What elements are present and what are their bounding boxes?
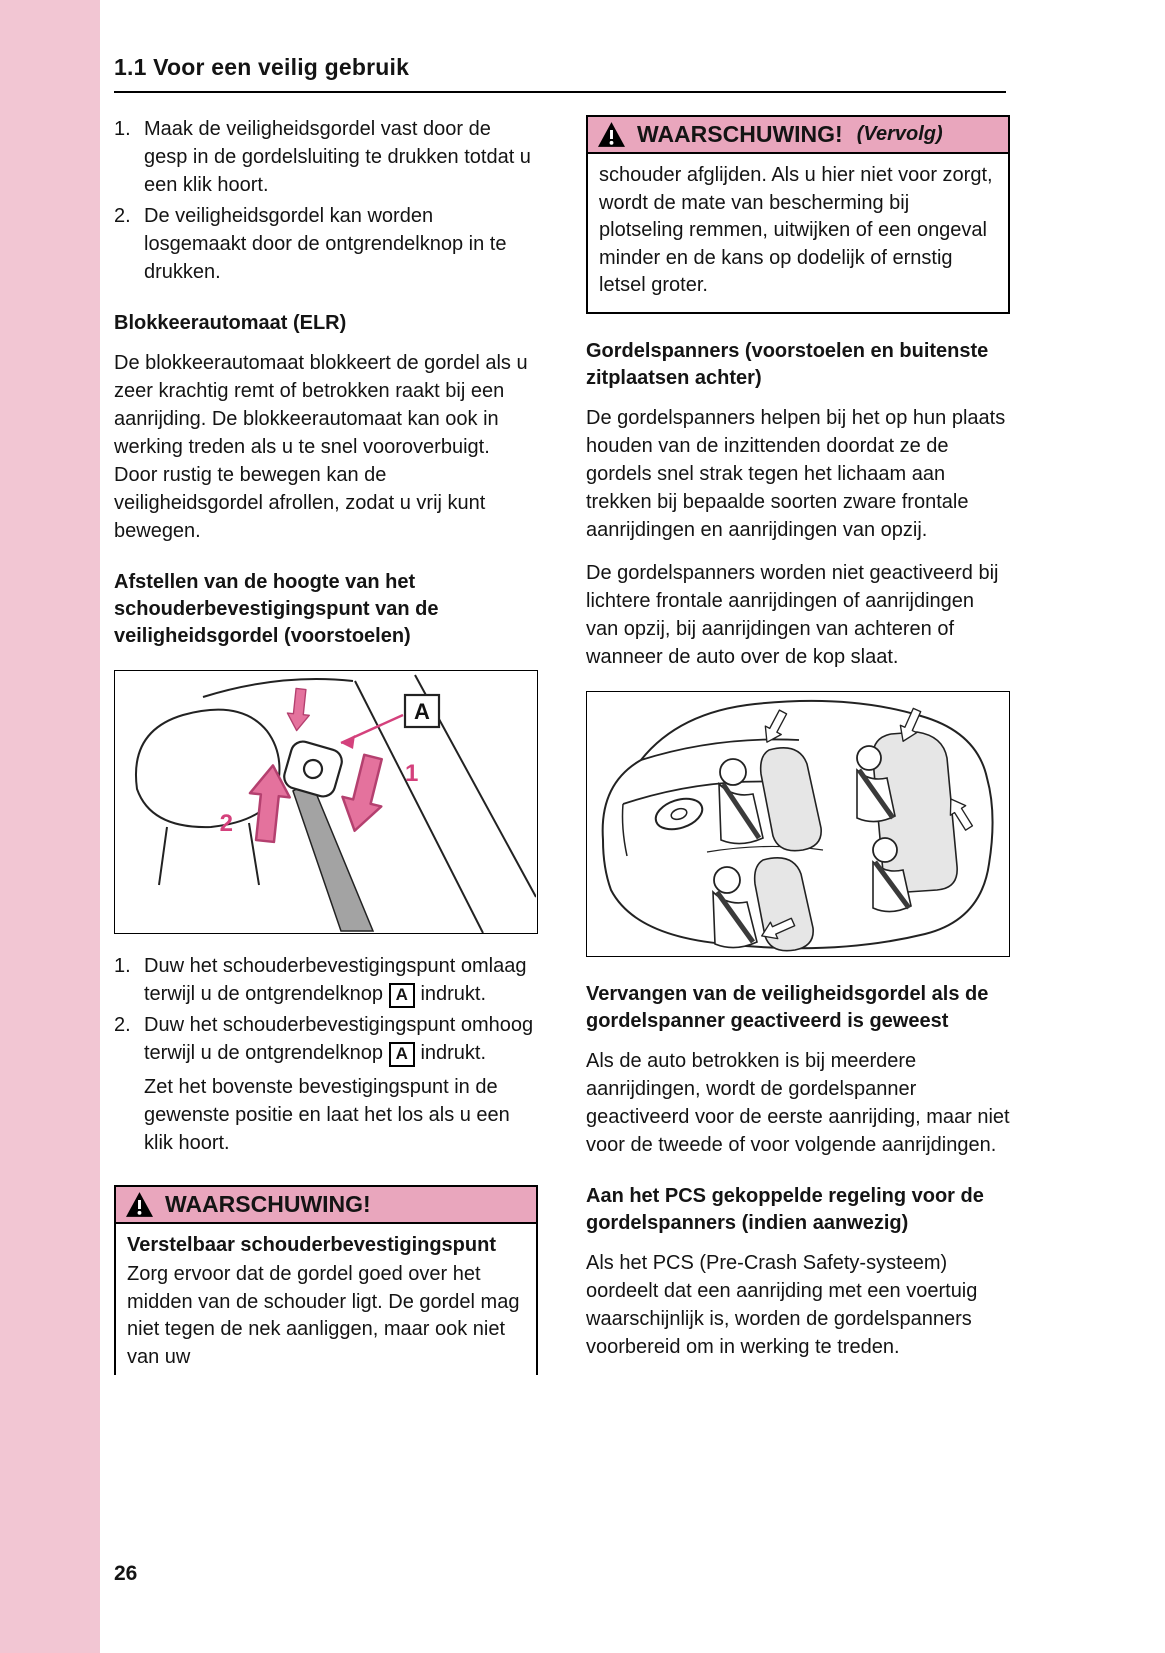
warning-body xyxy=(114,1224,538,1375)
list-item xyxy=(114,202,538,286)
paragraph-elr: De blokkeerautomaat blokkeert de gordel als u zeer krachtig remt of betrokken raakt bij een aanrijding. De blokkeerautomaat kan ook in werking treden als u te snel vooroverbuigt. Door rustig te bewegen kan de veiligheidsgordel afrollen, zodat u vrij kunt bewegen. xyxy=(114,352,528,542)
step-text xyxy=(144,952,538,1008)
paragraph-pretensioners-2: De gordelspanners worden niet geactiveerd bij lichtere frontale aanrijdingen of aanrijdingen van opzij, bij aanrijdingen van achteren of wanneer de auto over de kop slaat. xyxy=(586,561,999,668)
warning-header xyxy=(586,115,1010,154)
warning-title: WAARSCHUWING! xyxy=(165,1191,371,1217)
warning-text: Zorg ervoor dat de gordel goed over het midden van de schouder ligt. De gordel mag niet tegen de nek aanliggen, maar ook niet van uw xyxy=(127,1263,520,1368)
fasten-belt-steps xyxy=(114,115,538,286)
step-text-pre: Duw het schouderbevestigingspunt omhoog terwijl u de ontgrendelknop xyxy=(144,1014,534,1064)
heading-pcs: Aan het PCS gekoppelde regeling voor de gordelspanners (indien aanwezig) xyxy=(586,1184,984,1234)
section-header xyxy=(114,54,1006,93)
heading-pretensioners: Gordelspanners (voorstoelen en buitenste zitplaatsen achter) xyxy=(586,339,989,389)
press-arrow xyxy=(286,688,312,732)
heading-replace-belt: Vervangen van de veiligheidsgordel als de gordelspanner geactiveerd is geweest xyxy=(586,982,989,1032)
callout-a-marker: A xyxy=(389,983,415,1008)
figure1-label-1: 1 xyxy=(405,760,419,787)
shoulder-anchor-illustration xyxy=(115,671,536,933)
list-item xyxy=(114,115,538,199)
page-title: 1.1 Voor een veilig gebruik xyxy=(114,54,410,80)
manual-page xyxy=(100,0,1165,1653)
warning-header xyxy=(114,1185,538,1224)
step-text-pre: Duw het schouderbevestigingspunt omlaag terwijl u de ontgrendelknop xyxy=(144,955,527,1005)
step-text: Maak de veiligheidsgordel vast door de gesp in de gordelsluiting te drukken totdat u een klik hoort. xyxy=(144,118,531,196)
list-item xyxy=(114,952,538,1008)
step-text-post: indrukt. xyxy=(420,1042,487,1064)
belt-anchor xyxy=(281,739,344,799)
warning-box xyxy=(114,1185,538,1375)
warning-title: WAARSCHUWING! xyxy=(637,121,843,147)
warning-subheading: Verstelbaar schouderbevestigingspunt xyxy=(127,1234,496,1256)
left-column xyxy=(114,115,538,1376)
step-number: 1. xyxy=(114,118,131,140)
warning-continued-label: (Vervolg) xyxy=(856,123,943,145)
paragraph-adjust-end: Zet het bovenste bevestigingspunt in de gewenste positie en laat het los als u een klik hoort. xyxy=(144,1076,510,1154)
heading-shoulder-adjust: Afstellen van de hoogte van het schouderbevestigingspunt van de veiligheidsgordel (voorstoelen) xyxy=(114,571,439,647)
paragraph-pretensioners-1: De gordelspanners helpen bij het op hun plaats houden van de inzittenden doordat ze de gordels snel strak tegen het lichaam aan trekken bij bepaalde soorten zware frontale aanrijdingen en aanrijdingen van opzij. xyxy=(586,406,1006,541)
callout-a-marker: A xyxy=(389,1042,415,1067)
arrow-down-1 xyxy=(335,752,392,835)
warning-icon xyxy=(598,122,625,147)
figure-pretensioners-cabin xyxy=(586,691,1010,957)
paragraph-pcs: Als het PCS (Pre-Crash Safety-systeem) oordeelt dat een aanrijding met een voertuig waarschijnlijk is, worden de gordelspanners voorbereid om in werking te treden. xyxy=(586,1251,978,1358)
page-number: 26 xyxy=(114,1562,138,1585)
warning-text: schouder afglijden. Als u hier niet voor zorgt, wordt de mate van bescherming bij plotseling remmen, uitwijken of een ongeval minder en de kans op dodelijk of ernstig letsel groter. xyxy=(599,164,993,297)
step-text: De veiligheidsgordel kan worden losgemaakt door de ontgrendelknop in te drukken. xyxy=(144,205,507,283)
step-number: 2. xyxy=(114,1014,131,1036)
warning-icon xyxy=(126,1192,153,1217)
warning-box-continued xyxy=(586,115,1010,314)
step-number: 2. xyxy=(114,205,131,227)
cabin-illustration xyxy=(587,692,1007,956)
figure1-label-2: 2 xyxy=(219,810,233,837)
figure-shoulder-anchor xyxy=(114,670,538,934)
step-text-post: indrukt. xyxy=(420,983,487,1005)
figure1-label-a: A xyxy=(414,699,430,724)
heading-elr: Blokkeerautomaat (ELR) xyxy=(114,312,347,334)
right-column xyxy=(586,115,1010,1376)
list-item xyxy=(114,1011,538,1067)
page-edge-stripe xyxy=(0,0,100,1653)
step-text xyxy=(144,1011,538,1067)
step-number: 1. xyxy=(114,955,131,977)
paragraph-replace-belt: Als de auto betrokken is bij meerdere aanrijdingen, wordt de gordelspanner geactiveerd voor de eerste aanrijding, maar niet voor de tweede of voor volgende aanrijdingen. xyxy=(586,1049,1010,1156)
warning-body xyxy=(586,154,1010,314)
adjust-steps xyxy=(114,952,538,1067)
